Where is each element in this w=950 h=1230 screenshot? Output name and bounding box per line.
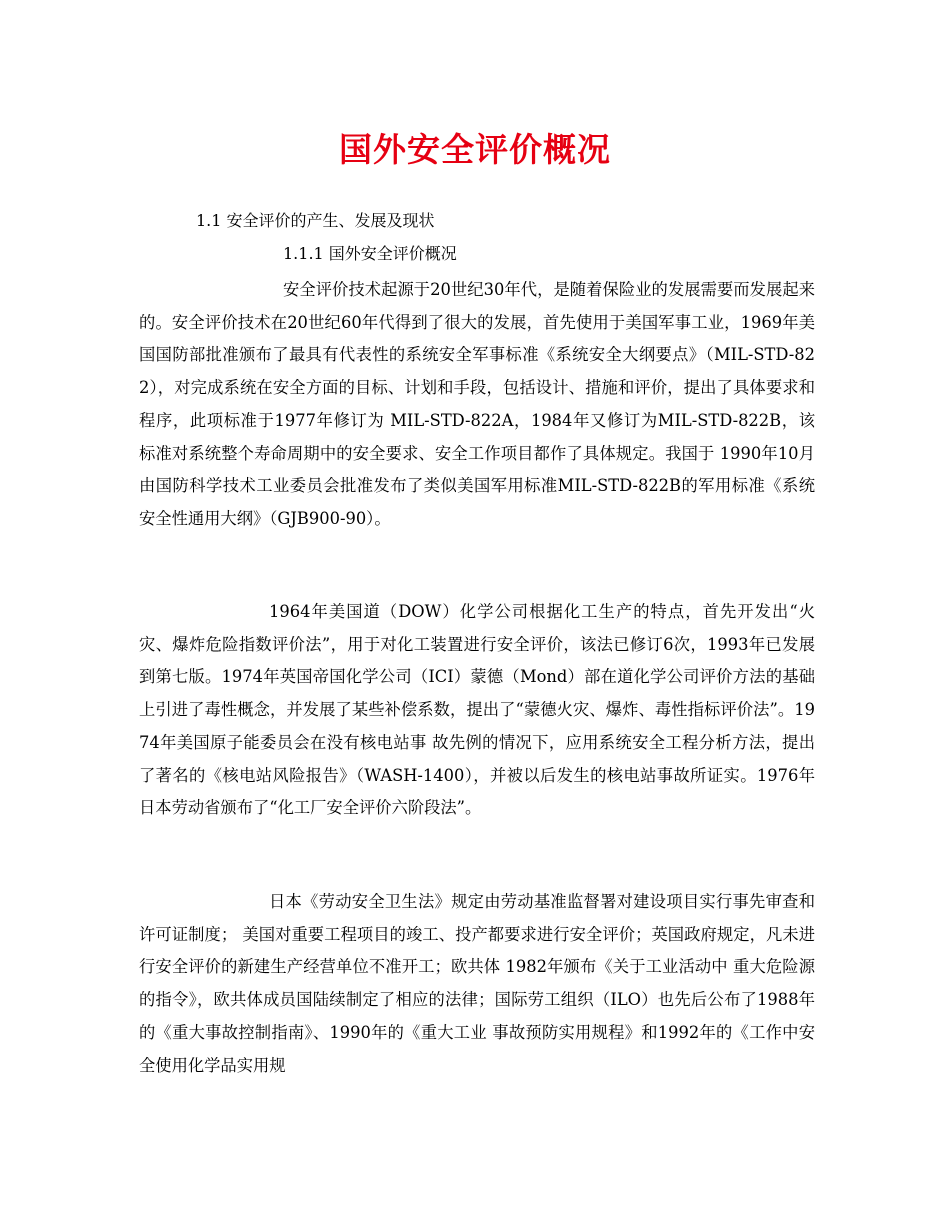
document-title: 国外安全评价概况	[339, 130, 611, 169]
body-paragraph: 安全评价技术起源于20世纪30年代，是随着保险业的发展需要而发展起来的。安全评价技术在20世纪60年代得到了很大的发展，首先使用于美国军事工业，1969年美国国防部批准颁布了最具有代表性的系统安全军事标准《系统安全大纲要点》（MIL-STD-822），对完成系统在安全方面的目标、计划和手段，包括设计、措施和评价，提出了具体要求和程序，此项标准于1977年修订为 MIL-STD-822A，1984年又修订为MIL-STD-822B，该标准对系统整个寿命周期中的安全要求、安全工作项目都作了具体规定。我国于 1990年10月由国防科学技术工业委员会批准发布了类似美国军用标准MIL-STD-822B的军用标准《系统安全性通用大纲》（GJB900-90）。	[139, 280, 815, 528]
subsection-heading: 1.1.1 国外安全评价概况	[283, 244, 457, 263]
body-paragraph: 日本《劳动安全卫生法》规定由劳动基准监督署对建设项目实行事先审查和许可证制度； 美国对重要工程项目的竣工、投产都要求进行安全评价；英国政府规定，凡未进行安全评价的新建生产经营单位不准开工；欧共体 1982年颁布《关于工业活动中 重大危险源的指令》，欧共体成员国陆续制定了相应的法律；国际劳工组织（ILO）也先后公布了1988年的《重大事故控制指南》、1990年的《重大工业 事故预防实用规程》和1992年的《工作中安全使用化学品实用规	[139, 892, 815, 1075]
section-heading: 1.1 安全评价的产生、发展及现状	[196, 211, 435, 230]
body-paragraph: 1964年美国道（DOW）化学公司根据化工生产的特点，首先开发出“火灾、爆炸危险指数评价法”，用于对化工装置进行安全评价，该法已修订6次，1993年已发展到第七版。1974年英国帝国化学公司（ICI）蒙德（Mond）部在道化学公司评价方法的基础上引进了毒性概念，并发展了某些补偿系数，提出了“蒙德火灾、爆炸、毒性指标评价法”。1974年美国原子能委员会在没有核电站事 故先例的情况下，应用系统安全工程分析方法，提出了著名的《核电站风险报告》（WASH-1400），并被以后发生的核电站事故所证实。1976年日本劳动省颁布了“化工厂安全评价六阶段法”。	[139, 602, 815, 818]
